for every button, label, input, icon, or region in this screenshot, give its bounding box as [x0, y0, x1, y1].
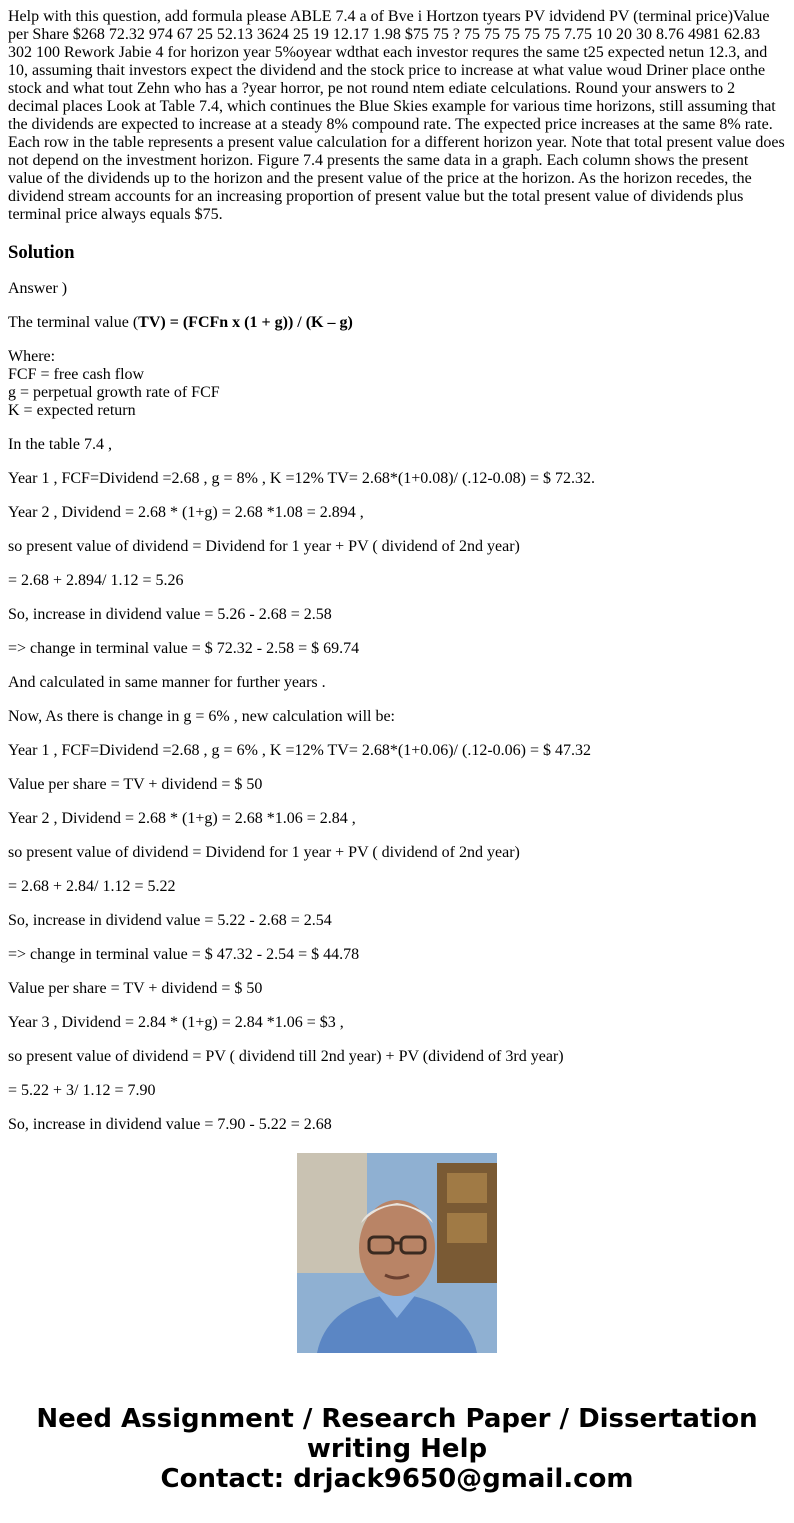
- paragraph: So, increase in dividend value = 5.26 - 2.68 = 2.58: [8, 606, 332, 623]
- paragraph: = 2.68 + 2.894/ 1.12 = 5.26: [8, 572, 184, 589]
- paragraph: Year 1 , FCF=Dividend =2.68 , g = 8% , K =12% TV= 2.68*(1+0.08)/ (.12-0.08) = $ 72.32.: [8, 470, 595, 487]
- paragraph: Year 2 , Dividend = 2.68 * (1+g) = 2.68 *1.06 = 2.84 ,: [8, 810, 356, 827]
- document-body: [8, 8, 786, 1133]
- where-label: Where:: [8, 348, 56, 365]
- paragraph: => change in terminal value = $ 72.32 - 2.58 = $ 69.74: [8, 640, 360, 657]
- author-portrait-icon: [297, 1153, 497, 1353]
- question-text: Help with this question, add formula please ABLE 7.4 a of Bve i Hortzon tyears PV idvidend PV (terminal price)Value per Share $268 72.32 974 67 25 52.13 3624 25 19 12.17 1.98 $75 75 ? 75 75 75 75 75 7.75 10 20 30 8.76 4981 62.83 302 100 Rework Jabie 4 for horizon year 5%oyear wdthat each investor requres the same t25 expected netun 12.3, and 10, assuming thait investors expect the dividend and the stock price to increase at what value woud Driner place onthe stock and what tout Zehn who has a ?year horror, pe not round ntem ediate celculations. Round your answers to 2 decimal places Look at Table 7.4, which continues the Blue Skies example for various time horizons, still assuming that the dividends are expected to increase at a steady 8% compound rate. The expected price increases at the same 8% rate. Each row in the table represents a present value calculation for a different horizon year. Note that total present value does not depend on the investment horizon. Figure 7.4 presents the same data in a graph. Each column shows the present value of the dividends up to the horizon and the present value of the price at the horizon. As the horizon recedes, the dividend stream accounts for an increasing proportion of present value but the total present value of dividends plus terminal price always equals $75.: [8, 8, 785, 223]
- def-k: K = expected return: [8, 402, 136, 419]
- footer-line-2: writing Help: [306, 1434, 488, 1464]
- tv-prefix: The terminal value (: [8, 314, 139, 331]
- paragraph: Now, As there is change in g = 6% , new calculation will be:: [8, 708, 395, 725]
- paragraph: In the table 7.4 ,: [8, 436, 112, 453]
- paragraph: And calculated in same manner for further years .: [8, 674, 326, 691]
- paragraph: = 2.68 + 2.84/ 1.12 = 5.22: [8, 878, 176, 895]
- paragraph: Year 1 , FCF=Dividend =2.68 , g = 6% , K =12% TV= 2.68*(1+0.06)/ (.12-0.06) = $ 47.32: [8, 742, 591, 759]
- paragraph: Value per share = TV + dividend = $ 50: [8, 776, 263, 793]
- paragraph: so present value of dividend = PV ( dividend till 2nd year) + PV (dividend of 3rd year): [8, 1048, 564, 1065]
- paragraph: so present value of dividend = Dividend for 1 year + PV ( dividend of 2nd year): [8, 844, 520, 861]
- answer-label: Answer ): [8, 280, 68, 297]
- footer-contact: Contact: drjack9650@gmail.com: [160, 1464, 634, 1494]
- paragraph: = 5.22 + 3/ 1.12 = 7.90: [8, 1082, 156, 1099]
- paragraph: Year 2 , Dividend = 2.68 * (1+g) = 2.68 *1.08 = 2.894 ,: [8, 504, 364, 521]
- footer-line-1: Need Assignment / Research Paper / Dissertation: [36, 1404, 758, 1434]
- terminal-value-line: [8, 314, 786, 332]
- paragraph: So, increase in dividend value = 5.22 - 2.68 = 2.54: [8, 912, 332, 929]
- where-definitions: [8, 348, 786, 420]
- promo-footer: [0, 1404, 794, 1494]
- def-g: g = perpetual growth rate of FCF: [8, 384, 220, 401]
- def-fcf: FCF = free cash flow: [8, 366, 145, 383]
- author-avatar: [297, 1153, 497, 1353]
- paragraph: Value per share = TV + dividend = $ 50: [8, 980, 263, 997]
- paragraph: so present value of dividend = Dividend for 1 year + PV ( dividend of 2nd year): [8, 538, 520, 555]
- tv-formula: TV) = (FCFn x (1 + g)) / (K – g): [138, 314, 353, 331]
- paragraph: So, increase in dividend value = 7.90 - 5.22 = 2.68: [8, 1116, 332, 1133]
- paragraph: => change in terminal value = $ 47.32 - 2.54 = $ 44.78: [8, 946, 360, 963]
- solution-heading: Solution: [8, 242, 75, 263]
- paragraph: Year 3 , Dividend = 2.84 * (1+g) = 2.84 *1.06 = $3 ,: [8, 1014, 344, 1031]
